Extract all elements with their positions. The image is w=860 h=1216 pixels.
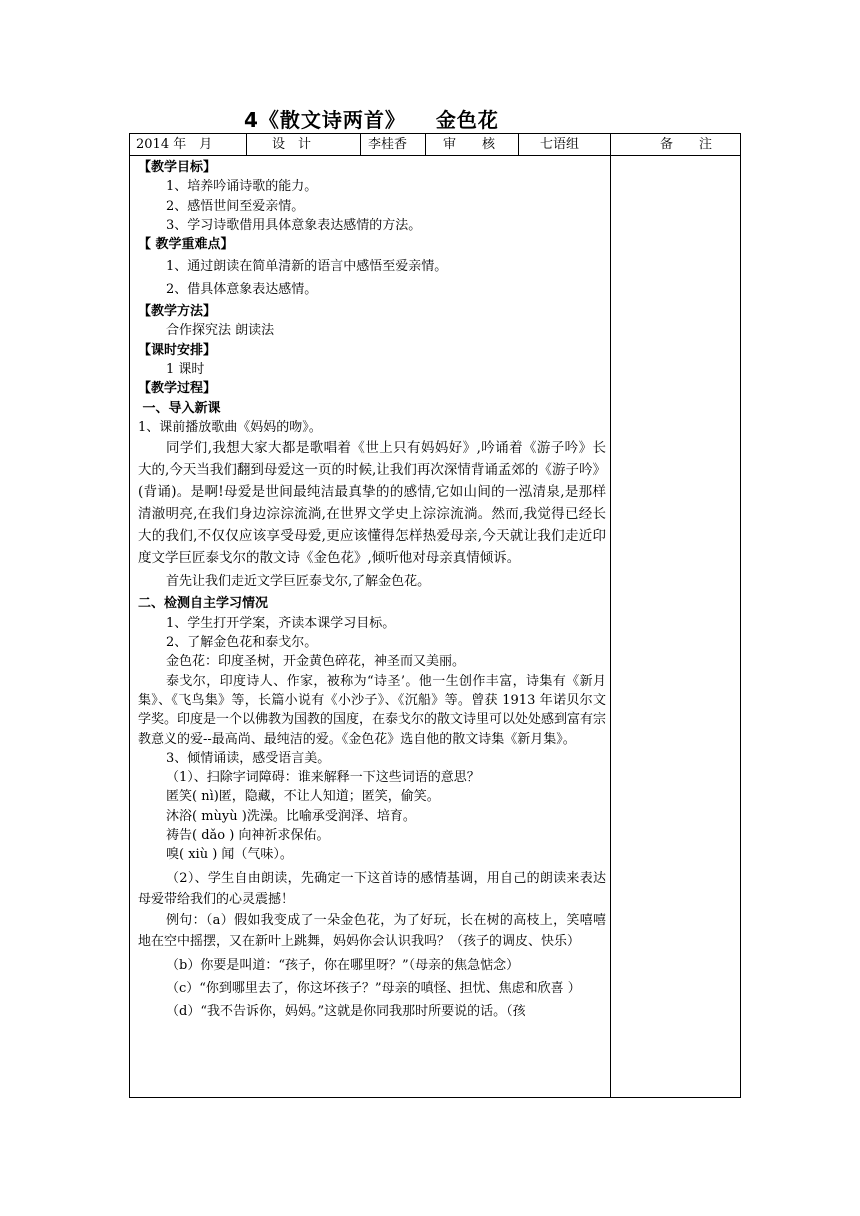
header-design-label: 设 计 (272, 137, 312, 152)
lesson-content (138, 158, 606, 1022)
title-lesson: 4《散文诗两首》 (244, 108, 406, 132)
step-text: 1、课前播放歌曲《妈妈的吻》。 (138, 419, 322, 435)
section-heading: 【教学过程】 (138, 381, 217, 397)
step-text: 2、了解金色花和泰戈尔。 (166, 635, 318, 651)
section-heading: 【 教学重难点】 (138, 237, 234, 253)
notes-column-divider (610, 134, 611, 1097)
title-poem: 金色花 (435, 108, 499, 132)
key-point-item: 2、借具体意象表达感情。 (166, 281, 318, 297)
example-b: （b）你要是叫道：“孩子，你在哪里呀？”（母亲的焦急惦念） (166, 957, 520, 973)
header-reviewer: 七语组 (540, 137, 580, 152)
lesson-plan-table (129, 133, 741, 1098)
subsection-heading: 一、导入新课 (138, 400, 221, 416)
goal-item: 2、感悟世间至爱亲情。 (166, 198, 305, 214)
document-title (0, 104, 860, 133)
header-divider (130, 155, 740, 156)
example-c: （c）“你到哪里去了，你这坏孩子？”母亲的嗔怪、担忧、焦虑和欣喜 ） (166, 980, 581, 996)
example-a: 例句：（a）假如我变成了一朵金色花，为了好玩，长在树的高枝上，笑嘻嘻地在空中摇摆，又在新叶上跳舞，妈妈你会认识我吗？（孩子的调皮、快乐） (138, 912, 606, 949)
col-divider (360, 134, 361, 155)
header-designer: 李桂香 (368, 137, 408, 152)
step-text: 3、倾情诵读，感受语言美。 (166, 750, 331, 766)
step-text: 1、学生打开学案，齐读本课学习目标。 (166, 615, 396, 631)
section-heading: 【课时安排】 (138, 342, 217, 358)
goal-item: 1、培养吟诵诗歌的能力。 (166, 179, 318, 195)
header-date: 2014 年 月 (136, 137, 213, 152)
section-heading: 【教学方法】 (138, 304, 217, 320)
example-d: （d）“我不告诉你，妈妈。”这就是你同我那时所要说的话。（孩 (166, 1004, 526, 1020)
schedule-text: 1 课时 (166, 361, 205, 377)
vocab-prompt: （1）、扫除字词障碍：谁来解释一下这些词语的意思？ (166, 770, 480, 786)
intro-transition: 首先让我们走近文学巨匠泰戈尔,了解金色花。 (166, 574, 431, 590)
vocab-item: 沐浴( mùyù )洗澡。比喻承受润泽、培育。 (166, 808, 416, 824)
col-divider (518, 134, 519, 155)
flower-description: 金色花：印度圣树，开金黄色碎花，神圣而又美丽。 (166, 654, 466, 670)
header-review-label: 审 核 (443, 137, 496, 152)
method-text: 合作探究法 朗读法 (166, 323, 275, 339)
intro-paragraph: 同学们,我想大家大都是歌唱着《世上只有妈妈好》,吟诵着《游子吟》长大的,今天当我们翻到母爱这一页的时候,让我们再次深情背诵孟郊的《游子吟》(背诵)。是啊!母爱是世间最纯洁最真挚的的感情,它如山间的一泓清泉,是那样清澈明亮,在我们身边淙淙流淌,在世界文学史上淙淙流淌。然而,我觉得已经长大的我们,不仅仅应该享受母爱,更应该懂得怎样热爱母亲,今天就让我们走近印度文学巨匠泰戈尔的散文诗《金色花》,倾听他对母亲真情倾诉。 (138, 440, 606, 567)
goal-item: 3、学习诗歌借用具体意象表达感情的方法。 (166, 217, 422, 233)
col-divider (246, 134, 247, 155)
vocab-item: 祷告( dǎo ) 向神祈求保佑。 (166, 828, 330, 844)
tagore-paragraph: 泰戈尔，印度诗人、作家，被称为“诗圣’。他一生创作丰富，诗集有《新月集》、《飞鸟集》等，长篇小说有《小沙子》、《沉船》等。曾获 1913 年诺贝尔文学奖。印度是一个以佛教为国教的国度，在泰戈尔的散文诗里可以处处感到富有宗教意义的爱--最高尚、最纯洁的爱。《金色花》选自他的散文诗集《新月集》。 (138, 673, 607, 747)
vocab-item: 嗅( xiù ) 闻（气味）。 (166, 847, 293, 863)
header-notes-label: 备 注 (660, 137, 713, 152)
vocab-item: 匿笑( nì)匿，隐藏，不让人知道；匿笑，偷笑。 (166, 789, 440, 805)
key-point-item: 1、通过朗读在简单清新的语言中感悟至爱亲情。 (166, 259, 448, 275)
reading-paragraph: （2）、学生自由朗读，先确定一下这首诗的感情基调，用自己的朗读来表达母爱带给我们的心灵震撼！ (138, 870, 606, 907)
section-heading: 【教学目标】 (138, 160, 217, 175)
col-divider (425, 134, 426, 155)
subsection-heading: 二、检测自主学习情况 (138, 596, 269, 612)
